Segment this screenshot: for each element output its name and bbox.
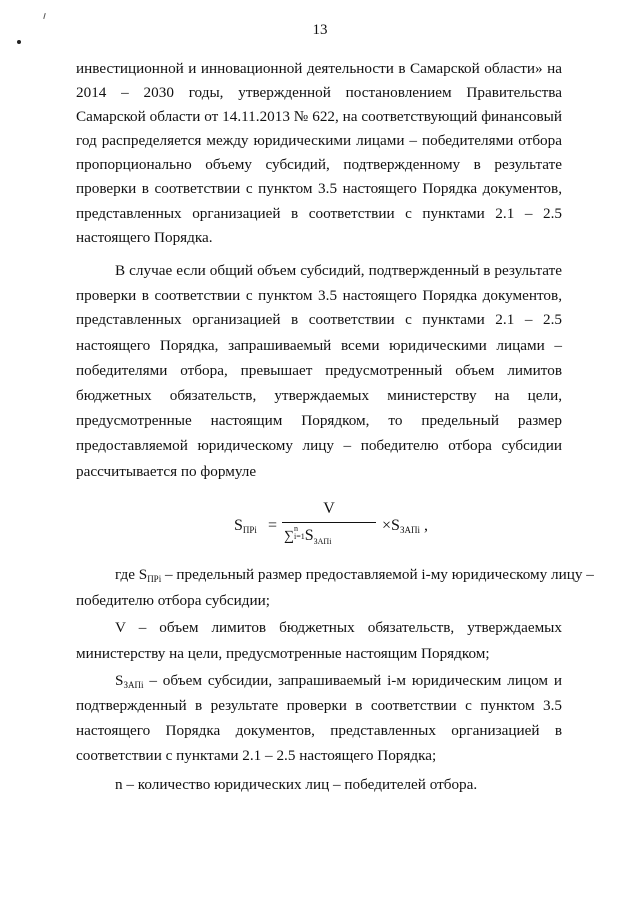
def-s-zap-line-3: настоящего Порядка документов, представленных организацией в [76, 722, 562, 739]
formula-lhs: $S_{ПРi}$ [234, 517, 257, 535]
def-v-line-1: V – объем лимитов бюджетных обязательств, утверждаемых [115, 619, 562, 636]
paragraph-2-line-3: представленных организацией в соответствии с пунктами 2.1 – 2.5 [76, 311, 562, 328]
scan-dot [17, 40, 21, 44]
paragraph-1-line-2: 2014 – 2030 годы, утвержденной постановлением Правительства [76, 84, 562, 101]
def-s-zap-line-1: $S_{ЗАПi}$ – объем субсидии, запрашиваемый i-м юридическим лицом и [115, 672, 562, 690]
paragraph-1-line-3: Самарской области от 14.11.2013 № 622, на соответствующий финансовый [76, 108, 562, 125]
paragraph-2-line-8: предоставляемой юридическому лицу – победителю отбора субсидии [76, 437, 562, 454]
paragraph-2-line-5: победителями отбора, превышает предусмотренный объем лимитов [76, 362, 562, 379]
def-s-zap-line-4: соответствии с пунктами 2.1 – 2.5 настоящего Порядка; [76, 747, 437, 764]
paragraph-1-line-7: представленных организацией в соответствии с пунктами 2.1 – 2.5 [76, 205, 562, 222]
formula-numerator: V [323, 500, 335, 517]
fraction-bar [282, 522, 376, 523]
page-number: 13 [312, 22, 328, 38]
def-s-zap-line-2: подтвержденный в результате проверки в соответствии с пунктом 3.5 [76, 697, 562, 714]
formula-rhs: $\times S_{ЗАПi}$ , [382, 517, 428, 535]
sigma-icon: ∑ [284, 529, 294, 544]
paragraph-2-line-1: В случае если общий объем субсидий, подтвержденный в результате [115, 262, 562, 279]
formula-denominator: ∑n $i=1S_{ЗАПi}$ [284, 524, 332, 546]
def-n-line: n – количество юридических лиц – победителей отбора. [115, 776, 478, 793]
paragraph-1-line-4: год распределяется между юридическими лицами – победителями отбора [76, 132, 562, 149]
sum-limits: n i=1 [293, 524, 305, 541]
def-s-pr-line-2: победителю отбора субсидии; [76, 592, 270, 609]
paragraph-2-line-2: проверки в соответствии с пунктом 3.5 настоящего Порядка документов, [76, 287, 562, 304]
paragraph-1-line-1: инвестиционной и инновационной деятельности в Самарской области» на [76, 60, 562, 77]
def-v-line-2: министерству на цели, предусмотренные настоящим Порядком; [76, 645, 490, 662]
paragraph-1-line-5: пропорционально объему субсидий, подтвержденному в результате [76, 156, 562, 173]
formula-equals: = [268, 517, 278, 534]
paragraph-2-line-7: предусмотренные настоящим Порядком, то предельный размер [76, 412, 562, 429]
def-s-pr-line-1: где $S_{ПРi}$ – предельный размер предоставляемой i-му юридическому лицу – [115, 566, 594, 584]
formula [234, 500, 434, 560]
formula-fraction [280, 500, 378, 556]
paragraph-1-line-6: проверки в соответствии с пунктом 3.5 настоящего Порядка документов, [76, 180, 562, 197]
scan-mark [43, 13, 46, 19]
paragraph-2-line-4: настоящего Порядка, запрашиваемый всеми юридическими лицами – [76, 337, 562, 354]
paragraph-2-line-9: рассчитывается по формуле [76, 463, 257, 480]
paragraph-2-line-6: бюджетных обязательств, утверждаемых министерству на цели, [76, 387, 562, 404]
paragraph-1-line-8: настоящего Порядка. [76, 229, 213, 246]
